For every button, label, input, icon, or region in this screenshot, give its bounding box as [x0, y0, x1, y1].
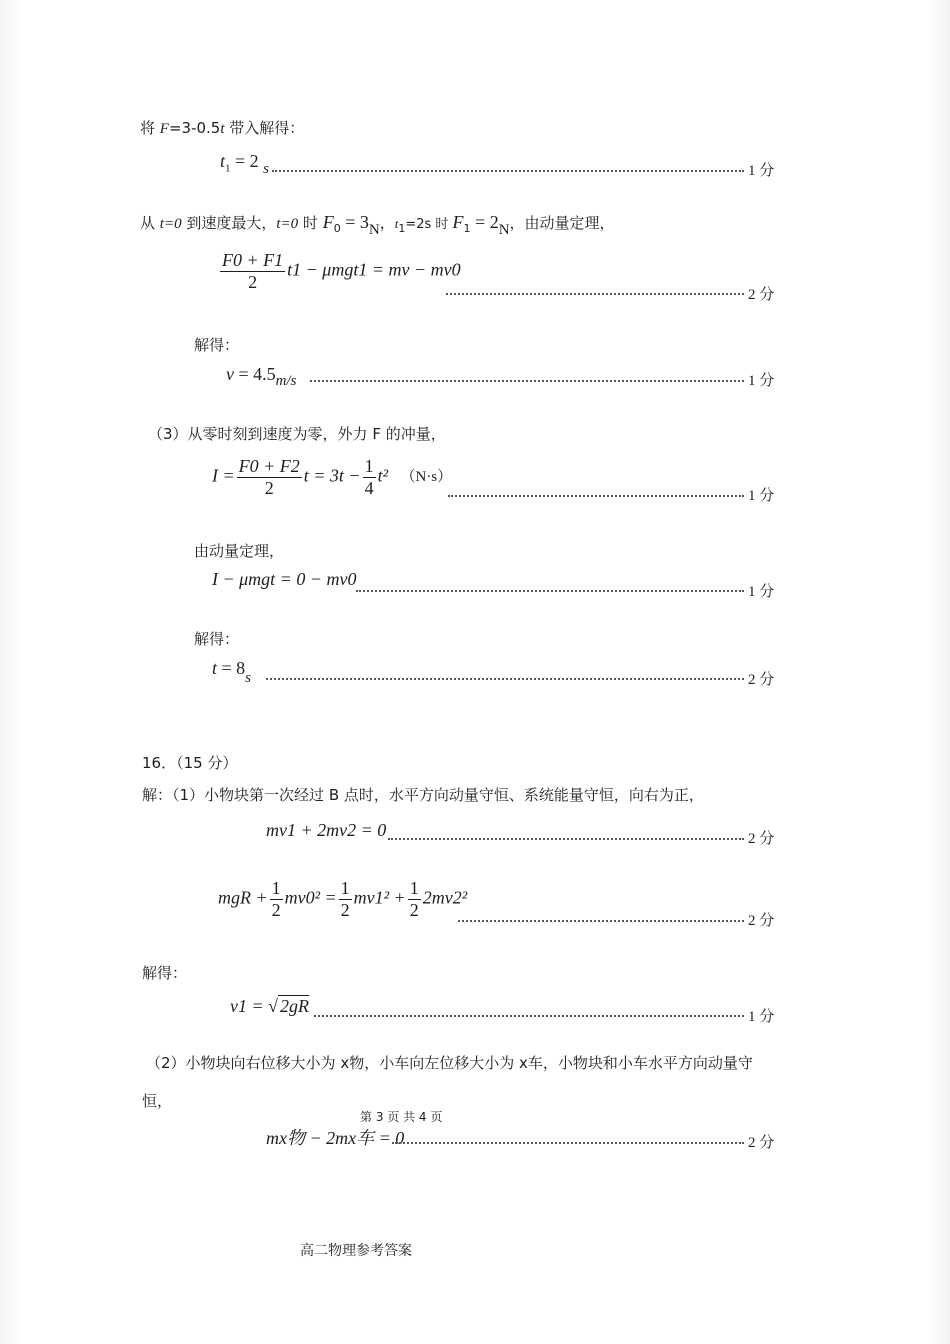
score-mark: 2 分	[748, 831, 775, 847]
solve-label: 解得：	[142, 964, 188, 982]
momentum-intro-line: 从 t=0 到速度最大，t=0 时 $F_0 = 3N$，$t_1=2s$ 时 $F_1 = 2N$，由动量定理，	[140, 212, 615, 238]
theorem-label: 由动量定理，	[194, 542, 285, 560]
leader-dots	[272, 170, 744, 172]
part-3-heading: （3）从零时刻到速度为零，外力 F 的冲量，	[148, 425, 446, 443]
equation-time: $t = 8_s$	[212, 658, 252, 686]
solve-label: 解得：	[194, 336, 240, 354]
page-number: 第 3 页 共 4 页	[360, 1110, 443, 1124]
equation-t1: $t_1 = 2$ $_s$	[220, 151, 270, 177]
leader-dots	[314, 1015, 744, 1017]
leader-dots	[392, 1142, 744, 1144]
question-16-title: 16．（15 分）	[142, 754, 238, 772]
score-mark: 1 分	[748, 488, 775, 504]
equation-velocity: $v = 4.5_{m/s}$	[226, 364, 297, 389]
leader-dots	[446, 293, 744, 295]
score-mark: 2 分	[748, 913, 775, 929]
impulse-equation-1: $\frac{F0 + F1}{2}$ t1 − μmgt1 = mv − mv0	[222, 250, 461, 292]
part-2-heading: （2）小物块向右位移大小为 x物，小车向左位移大小为 x车，小物块和小车水平方向动量守	[146, 1054, 753, 1072]
leader-dots	[388, 838, 744, 840]
score-mark: 2 分	[748, 287, 775, 303]
leader-dots	[266, 678, 744, 680]
document-title: 高二物理参考答案	[300, 1243, 412, 1259]
part-2-continued: 恒，	[142, 1092, 173, 1110]
equation-v1: v1 = √ 2gR	[230, 996, 310, 1016]
displacement-equation: mx物 − 2mx车 = 0	[266, 1128, 405, 1148]
substitution-line: 将 F=3-0.5t 带入解得：	[140, 119, 305, 137]
energy-conservation-equation: mgR + $\frac{1}{2}$ mv0² = $\frac{1}{2}$ mv1² + $\frac{1}{2}$ 2mv2²	[218, 878, 468, 920]
score-mark: 1 分	[748, 584, 775, 600]
leader-dots	[448, 495, 744, 497]
leader-dots	[356, 590, 744, 592]
momentum-theorem-equation: I − μmgt = 0 − mv0	[212, 569, 357, 589]
score-mark: 2 分	[748, 1135, 775, 1151]
leader-dots	[310, 380, 744, 382]
score-mark: 1 分	[748, 373, 775, 389]
score-mark: 1 分	[748, 1009, 775, 1025]
leader-dots	[458, 920, 744, 922]
score-mark: 1 分	[748, 163, 775, 179]
solve-label: 解得：	[194, 630, 240, 648]
momentum-conservation-equation: mv1 + 2mv2 = 0	[266, 820, 387, 840]
question-16-intro: 解：（1）小物块第一次经过 B 点时，水平方向动量守恒、系统能量守恒，向右为正，	[142, 786, 704, 804]
impulse-equation-2: I = $\frac{F0 + F2}{2}$ t = 3t − $\frac{1}{4}$ t² （N·s）	[212, 456, 453, 498]
score-mark: 2 分	[748, 672, 775, 688]
